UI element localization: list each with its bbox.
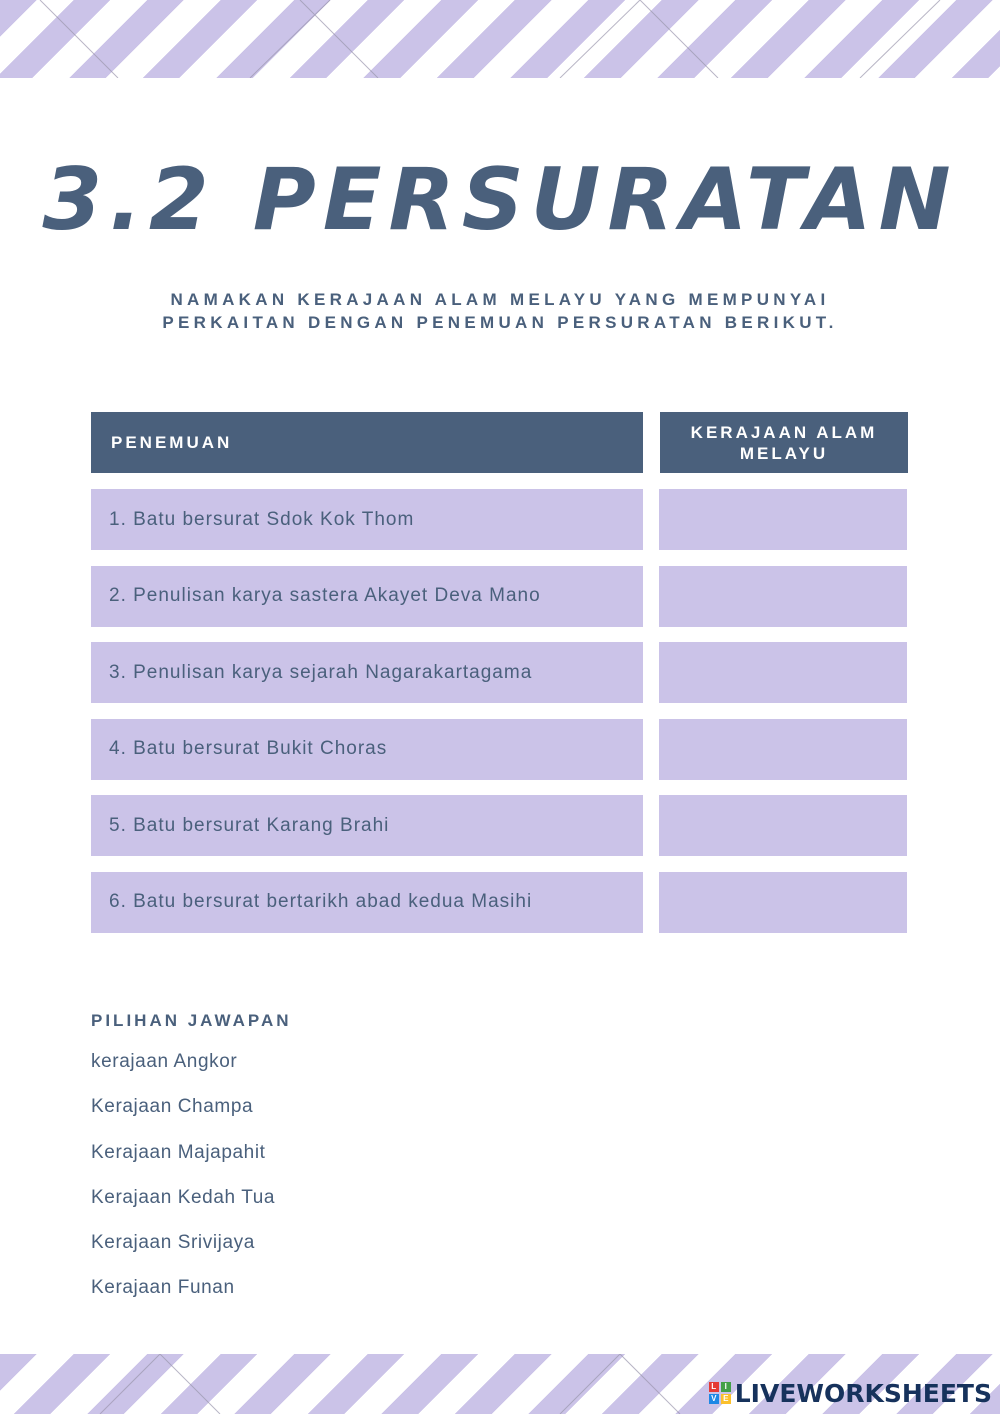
logo-letter: L [709,1382,719,1392]
table-row [91,872,909,933]
options-list [91,1051,275,1323]
top-stripe-band [0,0,1000,78]
question-cell: 1. Batu bersurat Sdok Kok Thom [91,489,643,550]
header-kerajaan [660,412,908,473]
table-row [91,642,909,703]
logo-letter: V [709,1394,719,1404]
answer-input-4[interactable] [659,719,907,780]
question-cell: 2. Penulisan karya sastera Akayet Deva Mano [91,566,643,627]
list-item: Kerajaan Kedah Tua [91,1186,276,1208]
answer-input-6[interactable] [659,872,907,933]
header-kerajaan-line-1: KERAJAAN ALAM [690,422,878,442]
logo-letter: I [721,1382,731,1392]
list-item: Kerajaan Funan [91,1277,235,1299]
liveworksheets-logo-icon [709,1382,731,1404]
table-row [91,489,909,550]
logo-letter: E [721,1394,731,1404]
brand-name: LIVEWORKSHEETS [734,1378,992,1408]
answer-input-2[interactable] [659,566,907,627]
liveworksheets-brand[interactable] [709,1378,992,1408]
question-cell: 6. Batu bersurat bertarikh abad kedua Masihi [91,872,643,933]
header-kerajaan-line-2: MELAYU [739,443,829,463]
list-item: Kerajaan Srivijaya [91,1232,255,1254]
top-band-diagonal-lines [0,0,1000,78]
answer-input-3[interactable] [659,642,907,703]
page-title: 3.2 PERSURATAN [42,150,958,250]
header-penemuan: PENEMUAN [91,412,643,473]
instructions [80,288,920,334]
answer-input-1[interactable] [659,489,907,550]
question-cell: 4. Batu bersurat Bukit Choras [91,719,643,780]
options-title: PILIHAN JAWAPAN [91,1011,292,1030]
list-item: kerajaan Angkor [91,1051,238,1072]
table-row [91,719,909,780]
table-row [91,566,909,627]
answer-input-5[interactable] [659,795,907,856]
question-cell: 3. Penulisan karya sejarah Nagarakartagama [91,642,643,703]
list-item: Kerajaan Champa [91,1096,254,1118]
list-item: Kerajaan Majapahit [91,1141,266,1163]
question-table [91,489,909,933]
question-cell: 5. Batu bersurat Karang Brahi [91,795,643,856]
instructions-line-1: NAMAKAN KERAJAAN ALAM MELAYU YANG MEMPUNYAI [170,290,830,309]
table-row [91,795,909,856]
instructions-line-2: PERKAITAN DENGAN PENEMUAN PERSURATAN BERIKUT. [162,313,838,332]
